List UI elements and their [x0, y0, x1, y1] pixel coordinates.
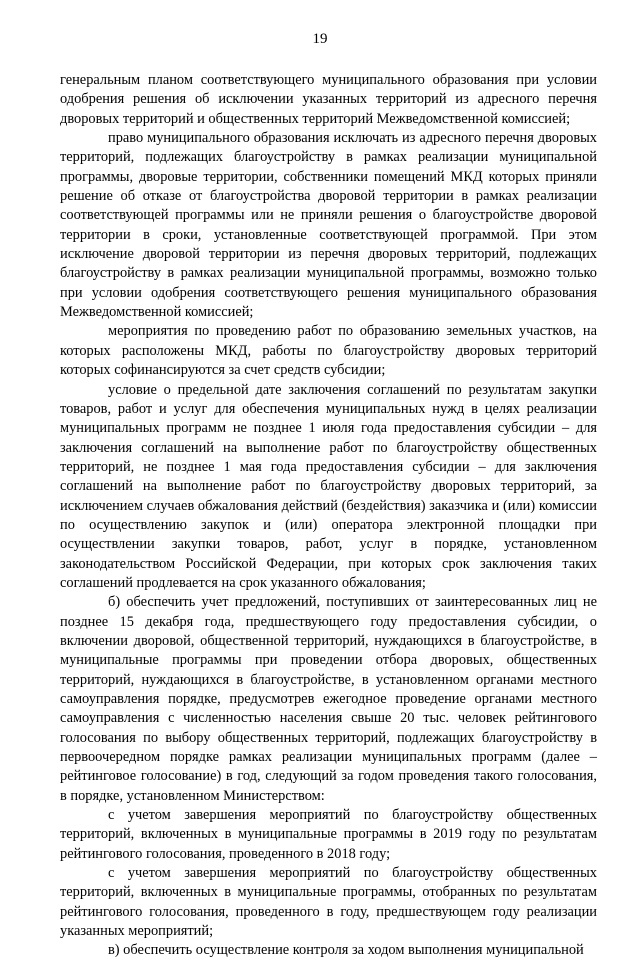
paragraph-prior-year-completion: с учетом завершения мероприятий по благоустройству общественных территорий, включенных в муниципальные программы, отобранных по результатам рейтингового голосования, проведенного в году, предшествующем году реализации указанных мероприятий;: [60, 865, 597, 940]
paragraph-2019-completion: с учетом завершения мероприятий по благоустройству общественных территорий, включенных в муниципальные программы в 2019 году по результатам рейтингового голосования, проведенного в 2018 году;: [60, 807, 597, 862]
paragraph-item-v: в) обеспечить осуществление контроля за ходом выполнения муниципальной: [108, 942, 584, 959]
paragraph-contract-deadline: условие о предельной дате заключения соглашений по результатам закупки товаров, работ и услуг для обеспечения муниципальных нужд в целях реализации муниципальных программ не позднее 1 июля года предоставления субсидии – для заключения соглашений на выполнение работ по благоустройству общественных территорий, не позднее 1 мая года предоставления субсидии – для заключения соглашений на выполнение работ по благоустройству дворовых территорий, за исключением случаев обжалования действий (бездействия) заказчика и (или) комиссии по осуществлению закупок и (или) оператора электронной площадки при осуществлении закупки товаров, работ, услуг в порядке, установленном законодательством Российской Федерации, при которых срок заключения таких соглашений продлевается на срок указанного обжалования;: [60, 381, 597, 591]
paragraph-continuation: генеральным планом соответствующего муниципального образования при условии одобрения решения об исключении указанных территорий из адресного перечня дворовых территорий и общественных территорий Межведомственной комиссией;: [60, 72, 597, 127]
paragraph-exclusion-right: право муниципального образования исключать из адресного перечня дворовых территорий, подлежащих благоустройству в рамках реализации муниципальной программы, дворовые территории, собственники помещений МКД которых приняли решение об отказе от благоустройства дворовой территории в рамках реализации соответствующей программы или не приняли решения о благоустройстве дворовой территории в сроки, установленные соответствующей программой. При этом исключение дворовой территории из перечня дворовых территорий, подлежащих благоустройству в рамках реализации муниципальной программы, возможно только при условии одобрения соответствующего решения муниципального образования Межведомственной комиссией;: [60, 130, 597, 321]
paragraph-land-plots: мероприятия по проведению работ по образованию земельных участков, на которых расположены МКД, работы по благоустройству дворовых территорий которых софинансируются за счет средств субсидии;: [60, 323, 597, 379]
document-body: [60, 71, 597, 961]
page-number: 19: [312, 31, 328, 47]
paragraph-item-b: б) обеспечить учет предложений, поступивших от заинтересованных лиц не позднее 15 декабря года, предшествующего году предоставления субсидии, о включении дворовой, общественной территорий, нуждающихся в благоустройстве, в муниципальные программы при проведении отбора дворовых, общественных территорий, нуждающихся в благоустройстве, в установленном органами местного самоуправления порядке, предусмотрев ежегодное проведение органами местного самоуправления с численностью населения свыше 20 тыс. человек рейтингового голосования по выбору общественных территорий, подлежащих благоустройству в первоочередном порядке рамках реализации муниципальных программ (далее – рейтинговое голосование) в год, следующий за годом проведения такого голосования, в порядке, установленном Министерством:: [60, 594, 597, 804]
